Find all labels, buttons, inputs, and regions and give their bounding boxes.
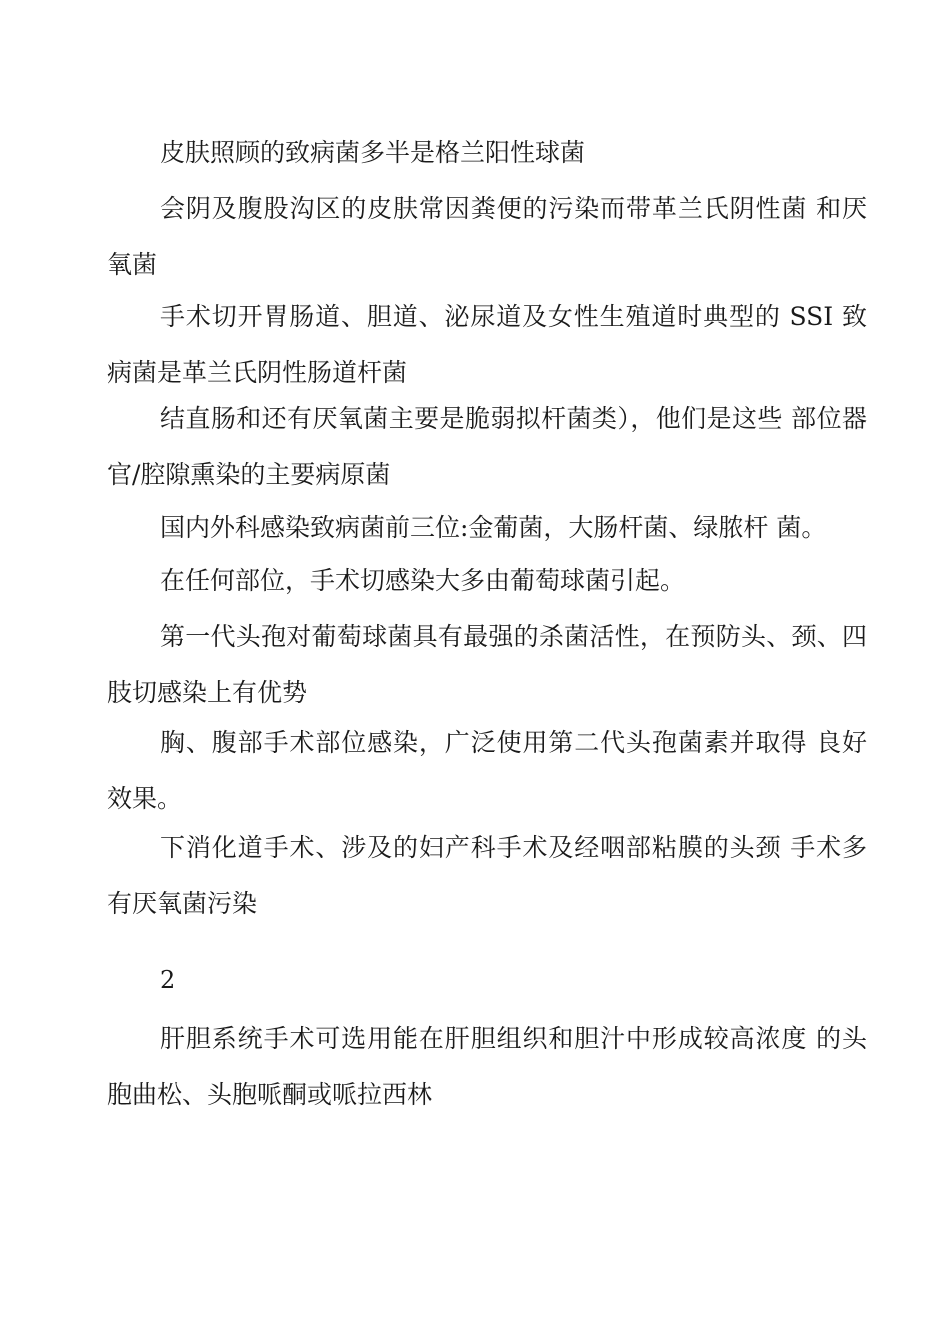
paragraph-colorectal-anaerobes: 结直肠和还有厌氧菌主要是脆弱拟杆菌类），他们是这些 部位器官/腔隙熏染的主要病原菌 [107, 404, 867, 489]
page-number: 2 [160, 966, 176, 994]
paragraph-hepatobiliary-surgery: 肝胆系统手术可选用能在肝胆组织和胆汁中形成较高浓度 的头胞曲松、头胞哌酮或哌拉西林 [107, 1024, 867, 1109]
paragraph-first-gen-cephalosporin: 第一代头孢对葡萄球菌具有最强的杀菌活性，在预防头、颈、四肢切感染上有优势 [107, 622, 867, 707]
paragraph-ssi-pathogens: 手术切开胃肠道、胆道、泌尿道及女性生殖道时典型的 SSI 致病菌是革兰氏阴性肠道杆菌 [107, 302, 867, 387]
paragraph-perineum-bacteria: 会阴及腹股沟区的皮肤常因粪便的污染而带革兰氏阴性菌 和厌氧菌 [107, 194, 867, 279]
paragraph-skin-bacteria: 皮肤照顾的致病菌多半是格兰阳性球菌 [160, 138, 586, 167]
paragraph-anaerobic-contamination: 下消化道手术、涉及的妇产科手术及经咽部粘膜的头颈 手术多有厌氧菌污染 [107, 833, 867, 918]
paragraph-staphylococcus: 在任何部位，手术切感染大多由葡萄球菌引起。 [160, 566, 686, 595]
paragraph-top-three-pathogens: 国内外科感染致病菌前三位:金葡菌，大肠杆菌、绿脓杆 菌。 [160, 513, 827, 542]
paragraph-second-gen-cephalosporin: 胸、腹部手术部位感染，广泛使用第二代头孢菌素并取得 良好效果。 [107, 728, 867, 813]
